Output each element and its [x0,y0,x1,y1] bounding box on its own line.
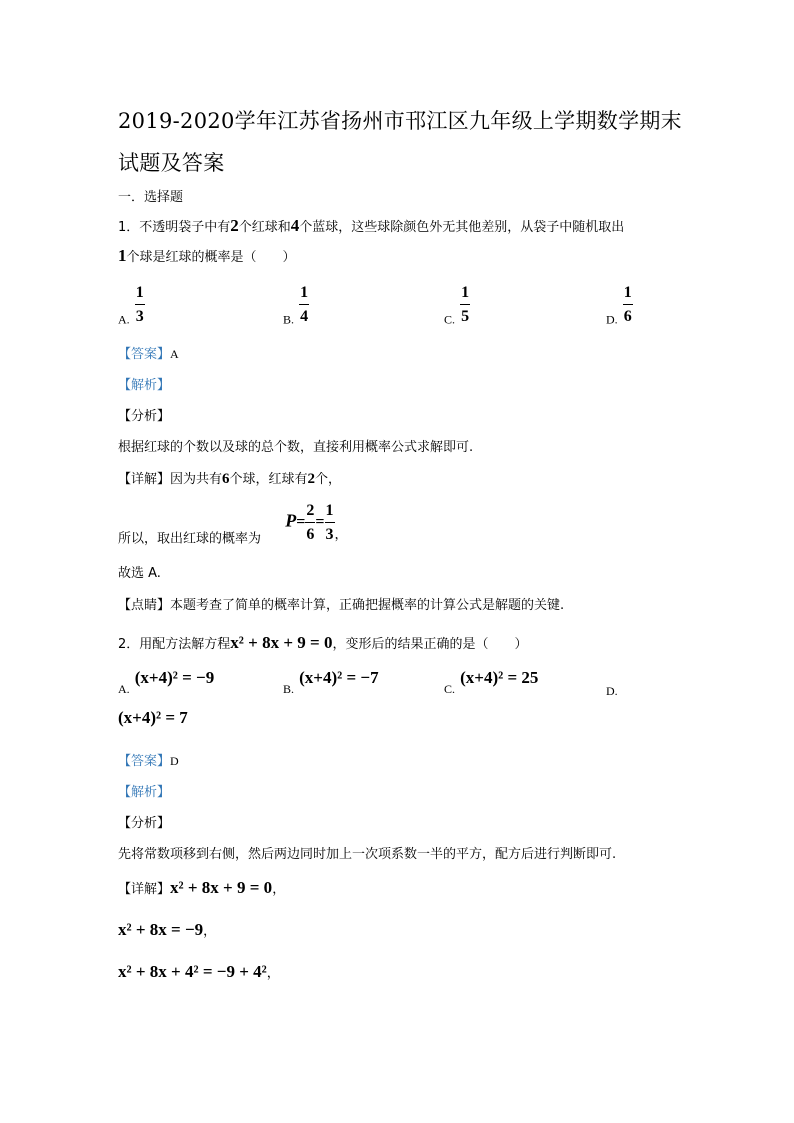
q1-choose: 故选 A. [118,566,161,581]
comma: ， [272,882,286,897]
option-fraction: $\frac{1}{4}$ [300,284,309,325]
section-heading: 一．选择题 [118,190,184,205]
q1-text: 1．不透明袋子中有 [118,220,231,235]
q1-text: 个红球和 [238,220,291,235]
q2-fenxi-tag: 【分析】 [118,816,171,831]
detail-tag: 【详解】 [118,472,171,487]
q1-analysis-tag: 【解析】 [118,378,171,393]
option-label: D. [606,312,618,327]
comment-text: 本题考查了简单的概率计算，正确把握概率的计算公式是解题的关键. [170,598,565,613]
detail-red: 2 [307,471,316,487]
step-expression: x² + 8x + 4² = −9 + 4² [118,962,267,981]
prob-text: 所以，取出红球的概率为 [118,531,262,547]
option-label: D. [606,684,618,698]
option-label: B. [283,312,295,327]
comma: ， [266,966,280,981]
q1-text: 个蓝球，这些球除颜色外无其他差别，从袋子中随机取出 [299,220,625,235]
option-expression: (x+4)² = 7 [118,708,188,727]
q1-detail [118,468,341,488]
equals: = [296,513,306,531]
prob-var: P [285,510,297,531]
option-fraction: $\frac{1}{3}$ [135,284,144,325]
q2-analysis-tag: 【解析】 [118,785,171,800]
detail-text: 个， [315,472,342,487]
q2-answer [118,750,179,769]
q2-stem [118,633,527,653]
q1-probability-line [118,502,348,547]
q2-detail-step-3 [118,962,280,982]
step-expression: x² + 8x + 9 = 0 [170,878,273,897]
answer-value: A [170,347,179,361]
detail-text: 因为共有 [170,472,223,487]
option-expression: (x+4)² = 25 [460,668,539,687]
q1-option-a [118,284,145,328]
document-title-line1: 2019-2020学年江苏省扬州市邗江区九年级上学期数学期末 [118,109,682,133]
q2-text: ，变形后的结果正确的是（ ） [332,637,528,652]
q2-option-d-expr [118,708,188,728]
document-title-line2: 试题及答案 [118,151,225,175]
q1-comment [118,594,564,613]
option-fraction: $\frac{1}{6}$ [623,284,632,325]
q1-answer [118,343,179,362]
q1-option-b [283,284,309,328]
q2-option-c [444,668,538,697]
q1-option-c [444,284,470,328]
q1-num-blue: 4 [290,216,300,235]
option-label: A. [118,312,130,327]
prob-fraction-1: $\frac{2}{6}$ [306,502,315,543]
q2-option-d [606,680,618,699]
equals: = [315,513,325,531]
comma: ， [203,924,217,939]
option-expression: (x+4)² = −9 [134,668,215,687]
q2-option-a [118,668,214,697]
q2-detail-step-2 [118,920,216,940]
answer-tag: 【答案】 [118,754,171,769]
comment-tag: 【点睛】 [118,598,171,613]
step-expression: x² + 8x = −9 [118,920,204,939]
detail-total: 6 [222,471,230,487]
q1-stem-line2 [118,246,296,266]
q1-stem-line1 [118,216,624,236]
option-label: C. [444,682,456,696]
option-label: A. [118,682,130,696]
q1-num-take: 1 [118,246,127,265]
comma: ， [334,527,348,543]
q2-fenxi-text: 先将常数项移到右侧，然后两边同时加上一次项系数一半的平方，配方后进行判断即可. [118,847,617,862]
q1-text: 个球是红球的概率是（ ） [126,250,296,265]
q2-option-b [283,668,379,697]
detail-text: 个球，红球有 [229,472,308,487]
detail-tag: 【详解】 [118,882,171,897]
q1-fenxi-text: 根据红球的个数以及球的总个数，直接利用概率公式求解即可. [118,440,474,455]
option-label: B. [283,682,295,696]
option-label: C. [444,312,456,327]
q2-equation: x² + 8x + 9 = 0 [230,633,333,652]
option-fraction: $\frac{1}{5}$ [461,284,470,325]
q1-num-red: 2 [230,216,239,235]
answer-value: D [170,754,179,768]
prob-fraction-2: $\frac{1}{3}$ [325,502,334,543]
q2-text: 2．用配方法解方程 [118,637,231,652]
q1-option-d [606,284,633,328]
q2-detail-step-1 [118,878,285,898]
answer-tag: 【答案】 [118,347,171,362]
q1-fenxi-tag: 【分析】 [118,409,171,424]
option-expression: (x+4)² = −7 [299,668,379,687]
